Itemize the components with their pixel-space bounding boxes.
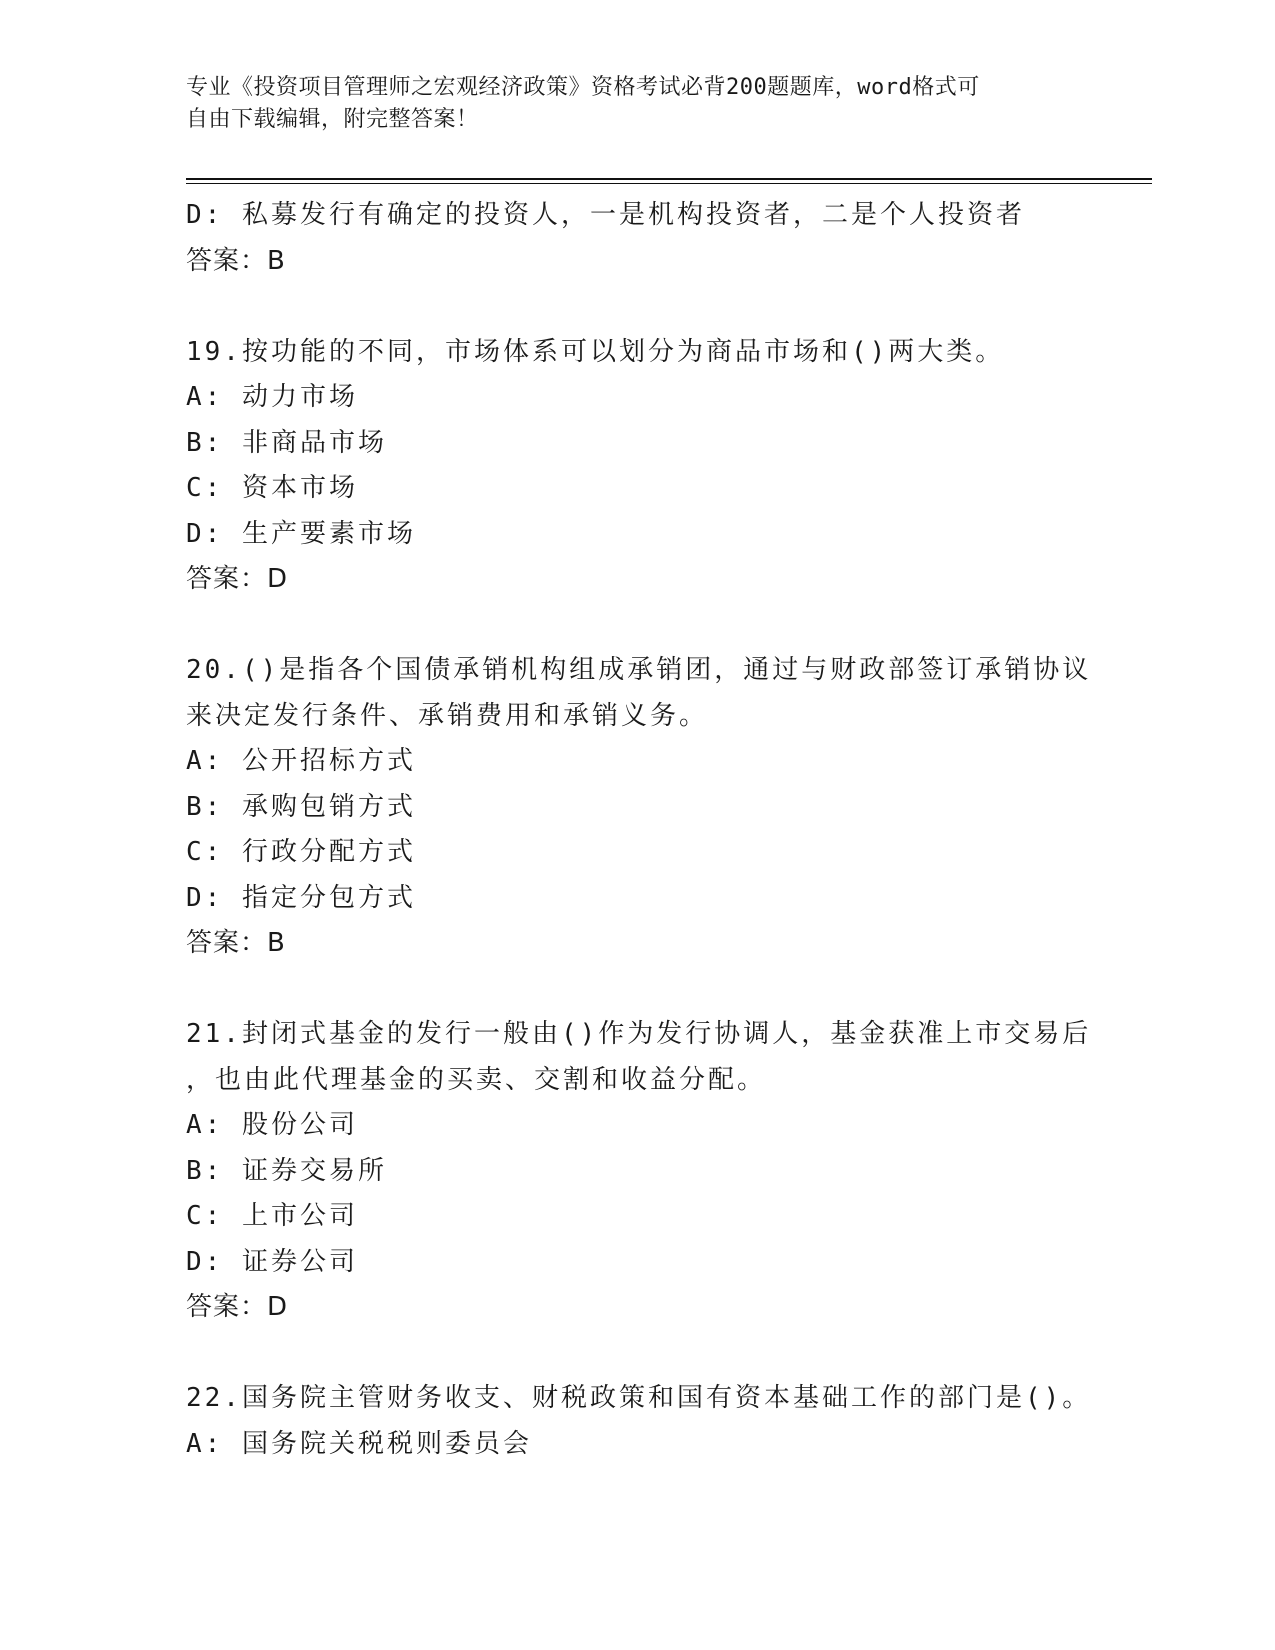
- option-a: A: 国务院关税税则委员会: [186, 1428, 532, 1459]
- option-c: C: 资本市场: [186, 473, 358, 503]
- question-22: [186, 1376, 1092, 1467]
- header-rule-thick: [186, 178, 1152, 180]
- header-line-1: 专业《投资项目管理师之宏观经济政策》资格考试必背200题题库，word格式可: [186, 75, 980, 100]
- option-d: D: 私募发行有确定的投资人，一是机构投资者，二是个人投资者: [186, 200, 1025, 230]
- option-c: C: 上市公司: [186, 1201, 358, 1231]
- option-a: A: 动力市场: [186, 382, 358, 412]
- answer-label: 答案：B: [186, 245, 286, 276]
- question-stem: 22.国务院主管财务收支、财税政策和国有资本基础工作的部门是()。: [186, 1383, 1092, 1413]
- answer-label: 答案：B: [186, 928, 286, 958]
- question-21: [186, 1012, 1092, 1331]
- header-rule-thin: [186, 183, 1152, 184]
- question-content: [186, 193, 1092, 1467]
- question-stem-line-2: 来决定发行条件、承销费用和承销义务。: [186, 700, 709, 731]
- option-a: A: 股份公司: [186, 1110, 358, 1140]
- question-18-tail: [186, 193, 1086, 284]
- header-line-2: 自由下载编辑，附完整答案！: [186, 107, 479, 132]
- question-20: [186, 648, 1092, 967]
- question-19: [186, 330, 1086, 603]
- spacer: [186, 1331, 1086, 1377]
- spacer: [186, 284, 1086, 330]
- question-stem-line-1: 20.()是指各个国债承销机构组成承销团，通过与财政部签订承销协议: [186, 655, 1092, 685]
- spacer: [186, 603, 1086, 649]
- option-d: D: 指定分包方式: [186, 882, 416, 913]
- spacer: [186, 967, 1086, 1013]
- answer-label: 答案：D: [186, 1292, 289, 1322]
- question-stem: 19.按功能的不同，市场体系可以划分为商品市场和()两大类。: [186, 336, 1005, 367]
- option-b: B: 证券交易所: [186, 1155, 387, 1186]
- question-stem-line-1: 21.封闭式基金的发行一般由()作为发行协调人，基金获准上市交易后: [186, 1019, 1092, 1049]
- option-d: D: 证券公司: [186, 1246, 358, 1277]
- option-b: B: 承购包销方式: [186, 791, 416, 822]
- question-stem-line-2: ，也由此代理基金的买卖、交割和收益分配。: [186, 1064, 767, 1095]
- answer-label: 答案：D: [186, 564, 289, 594]
- option-b: B: 非商品市场: [186, 427, 387, 458]
- option-d: D: 生产要素市场: [186, 518, 416, 549]
- option-c: C: 行政分配方式: [186, 837, 416, 867]
- document-header: [186, 72, 1066, 136]
- option-a: A: 公开招标方式: [186, 746, 416, 776]
